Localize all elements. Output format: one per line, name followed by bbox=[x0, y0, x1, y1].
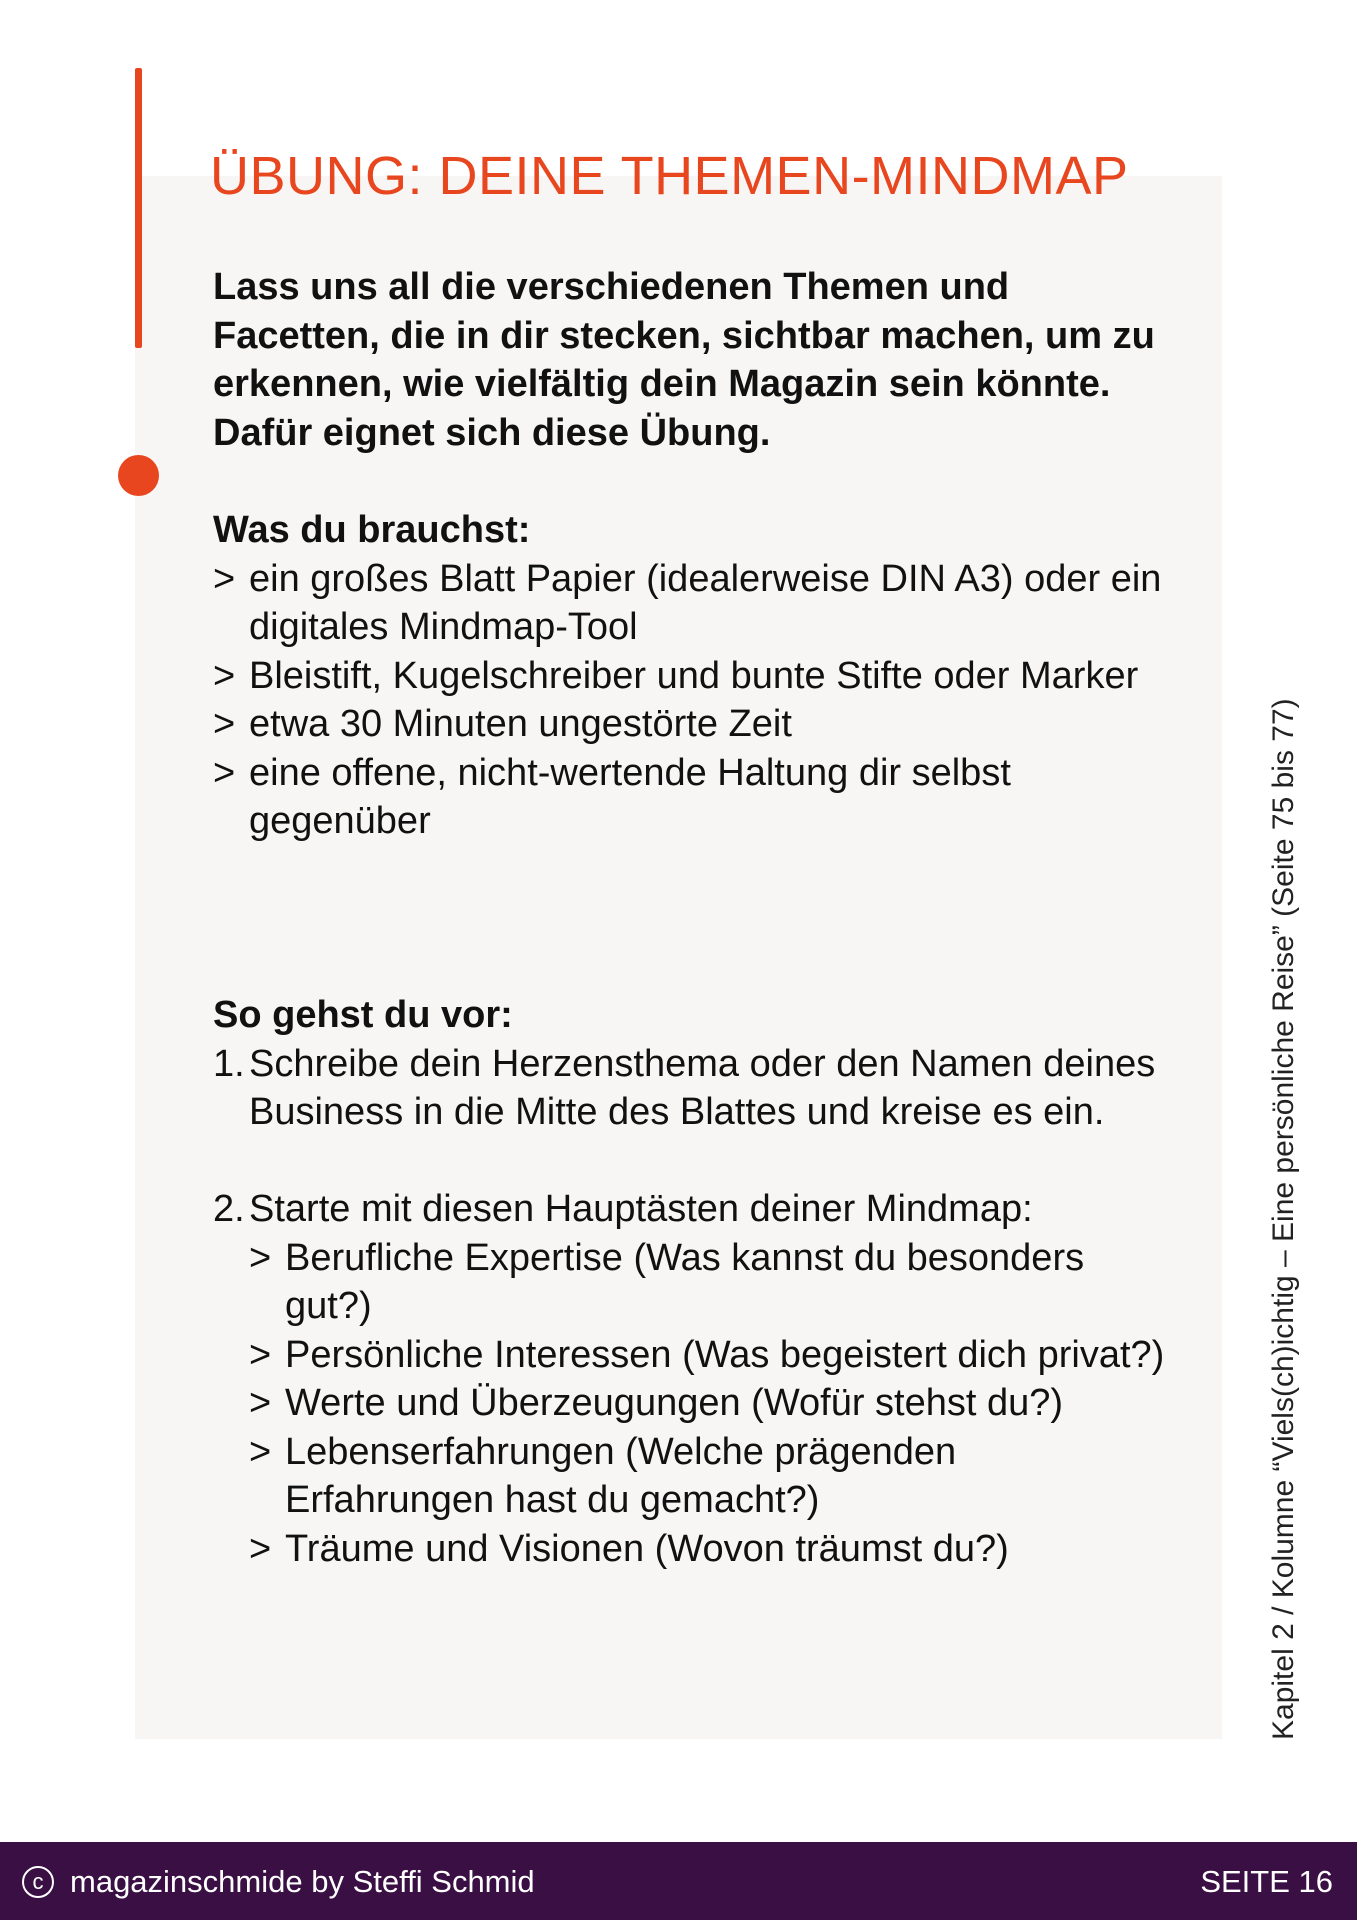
bullet-marker: > bbox=[213, 654, 236, 697]
list-item bbox=[213, 652, 1173, 701]
step-item bbox=[213, 1185, 1173, 1573]
list-item-text: Lebenserfahrungen (Welche prägenden Erfahrungen hast du gemacht?) bbox=[285, 1430, 957, 1521]
list-item-text: eine offene, nicht-wertende Haltung dir selbst gegenüber bbox=[249, 751, 1011, 842]
list-item bbox=[213, 700, 1173, 749]
step-text: Starte mit diesen Hauptästen deiner Mindmap: bbox=[249, 1188, 1033, 1230]
list-item-text: Bleistift, Kugelschreiber und bunte Stifte oder Marker bbox=[249, 654, 1139, 697]
intro-text: Lass uns all die verschiedenen Themen und Facetten, die in dir stecken, sichtbar machen, um zu erkennen, wie vielfältig dein Magazin sein könnte. Dafür eignet sich diese Übung. bbox=[213, 266, 1155, 454]
bullet-marker: > bbox=[249, 1382, 272, 1424]
steps-heading: So gehst du vor: bbox=[213, 994, 513, 1036]
needs-list bbox=[213, 555, 1173, 846]
accent-bar bbox=[135, 68, 142, 348]
footer-brand bbox=[22, 1864, 535, 1900]
list-item bbox=[249, 1234, 1173, 1331]
branch-list bbox=[249, 1234, 1173, 1574]
page-title: ÜBUNG: DEINE THEMEN-MINDMAP bbox=[210, 146, 1129, 206]
list-item bbox=[213, 555, 1173, 652]
needs-heading: Was du brauchst: bbox=[213, 509, 531, 551]
footer-bar bbox=[0, 1842, 1357, 1920]
bullet-marker: > bbox=[213, 557, 236, 600]
list-item bbox=[249, 1525, 1173, 1574]
list-item bbox=[249, 1379, 1173, 1428]
bullet-marker: > bbox=[249, 1236, 272, 1279]
accent-dot bbox=[118, 455, 159, 496]
needs-section bbox=[213, 506, 1173, 846]
steps-list bbox=[213, 1040, 1173, 1574]
bullet-marker: > bbox=[249, 1430, 272, 1473]
list-item-text: Persönliche Interessen (Was begeistert dich privat?) bbox=[285, 1333, 1165, 1376]
list-item-text: ein großes Blatt Papier (idealerweise DIN A3) oder ein digitales Mindmap-Tool bbox=[249, 557, 1162, 648]
list-item-text: etwa 30 Minuten ungestörte Zeit bbox=[249, 703, 792, 745]
steps-section bbox=[213, 991, 1173, 1573]
list-item bbox=[213, 749, 1173, 846]
step-text: Schreibe dein Herzensthema oder den Namen deines Business in die Mitte des Blattes und kreise es ein. bbox=[249, 1042, 1156, 1133]
bullet-marker: > bbox=[249, 1333, 272, 1376]
step-number: 1. bbox=[213, 1042, 245, 1085]
list-item bbox=[249, 1428, 1173, 1525]
list-item-text: Träume und Visionen (Wovon träumst du?) bbox=[285, 1527, 1009, 1570]
bullet-marker: > bbox=[213, 703, 236, 745]
list-item-text: Berufliche Expertise (Was kannst du besonders gut?) bbox=[285, 1236, 1085, 1327]
step-number: 2. bbox=[213, 1188, 245, 1230]
list-item-text: Werte und Überzeugungen (Wofür stehst du?) bbox=[285, 1382, 1064, 1424]
step-item bbox=[213, 1040, 1173, 1137]
bullet-marker: > bbox=[249, 1527, 272, 1570]
footer-brand-text: magazinschmide by Steffi Schmid bbox=[70, 1864, 535, 1899]
list-item bbox=[249, 1331, 1173, 1380]
bullet-marker: > bbox=[213, 751, 236, 794]
side-caption: Kapitel 2 / Kolumne “Viels(ch)ichtig – Eine persönliche Reise” (Seite 75 bis 77) bbox=[1267, 698, 1300, 1740]
page-number: SEITE 16 bbox=[1200, 1864, 1333, 1899]
copyright-icon: c bbox=[22, 1866, 54, 1898]
